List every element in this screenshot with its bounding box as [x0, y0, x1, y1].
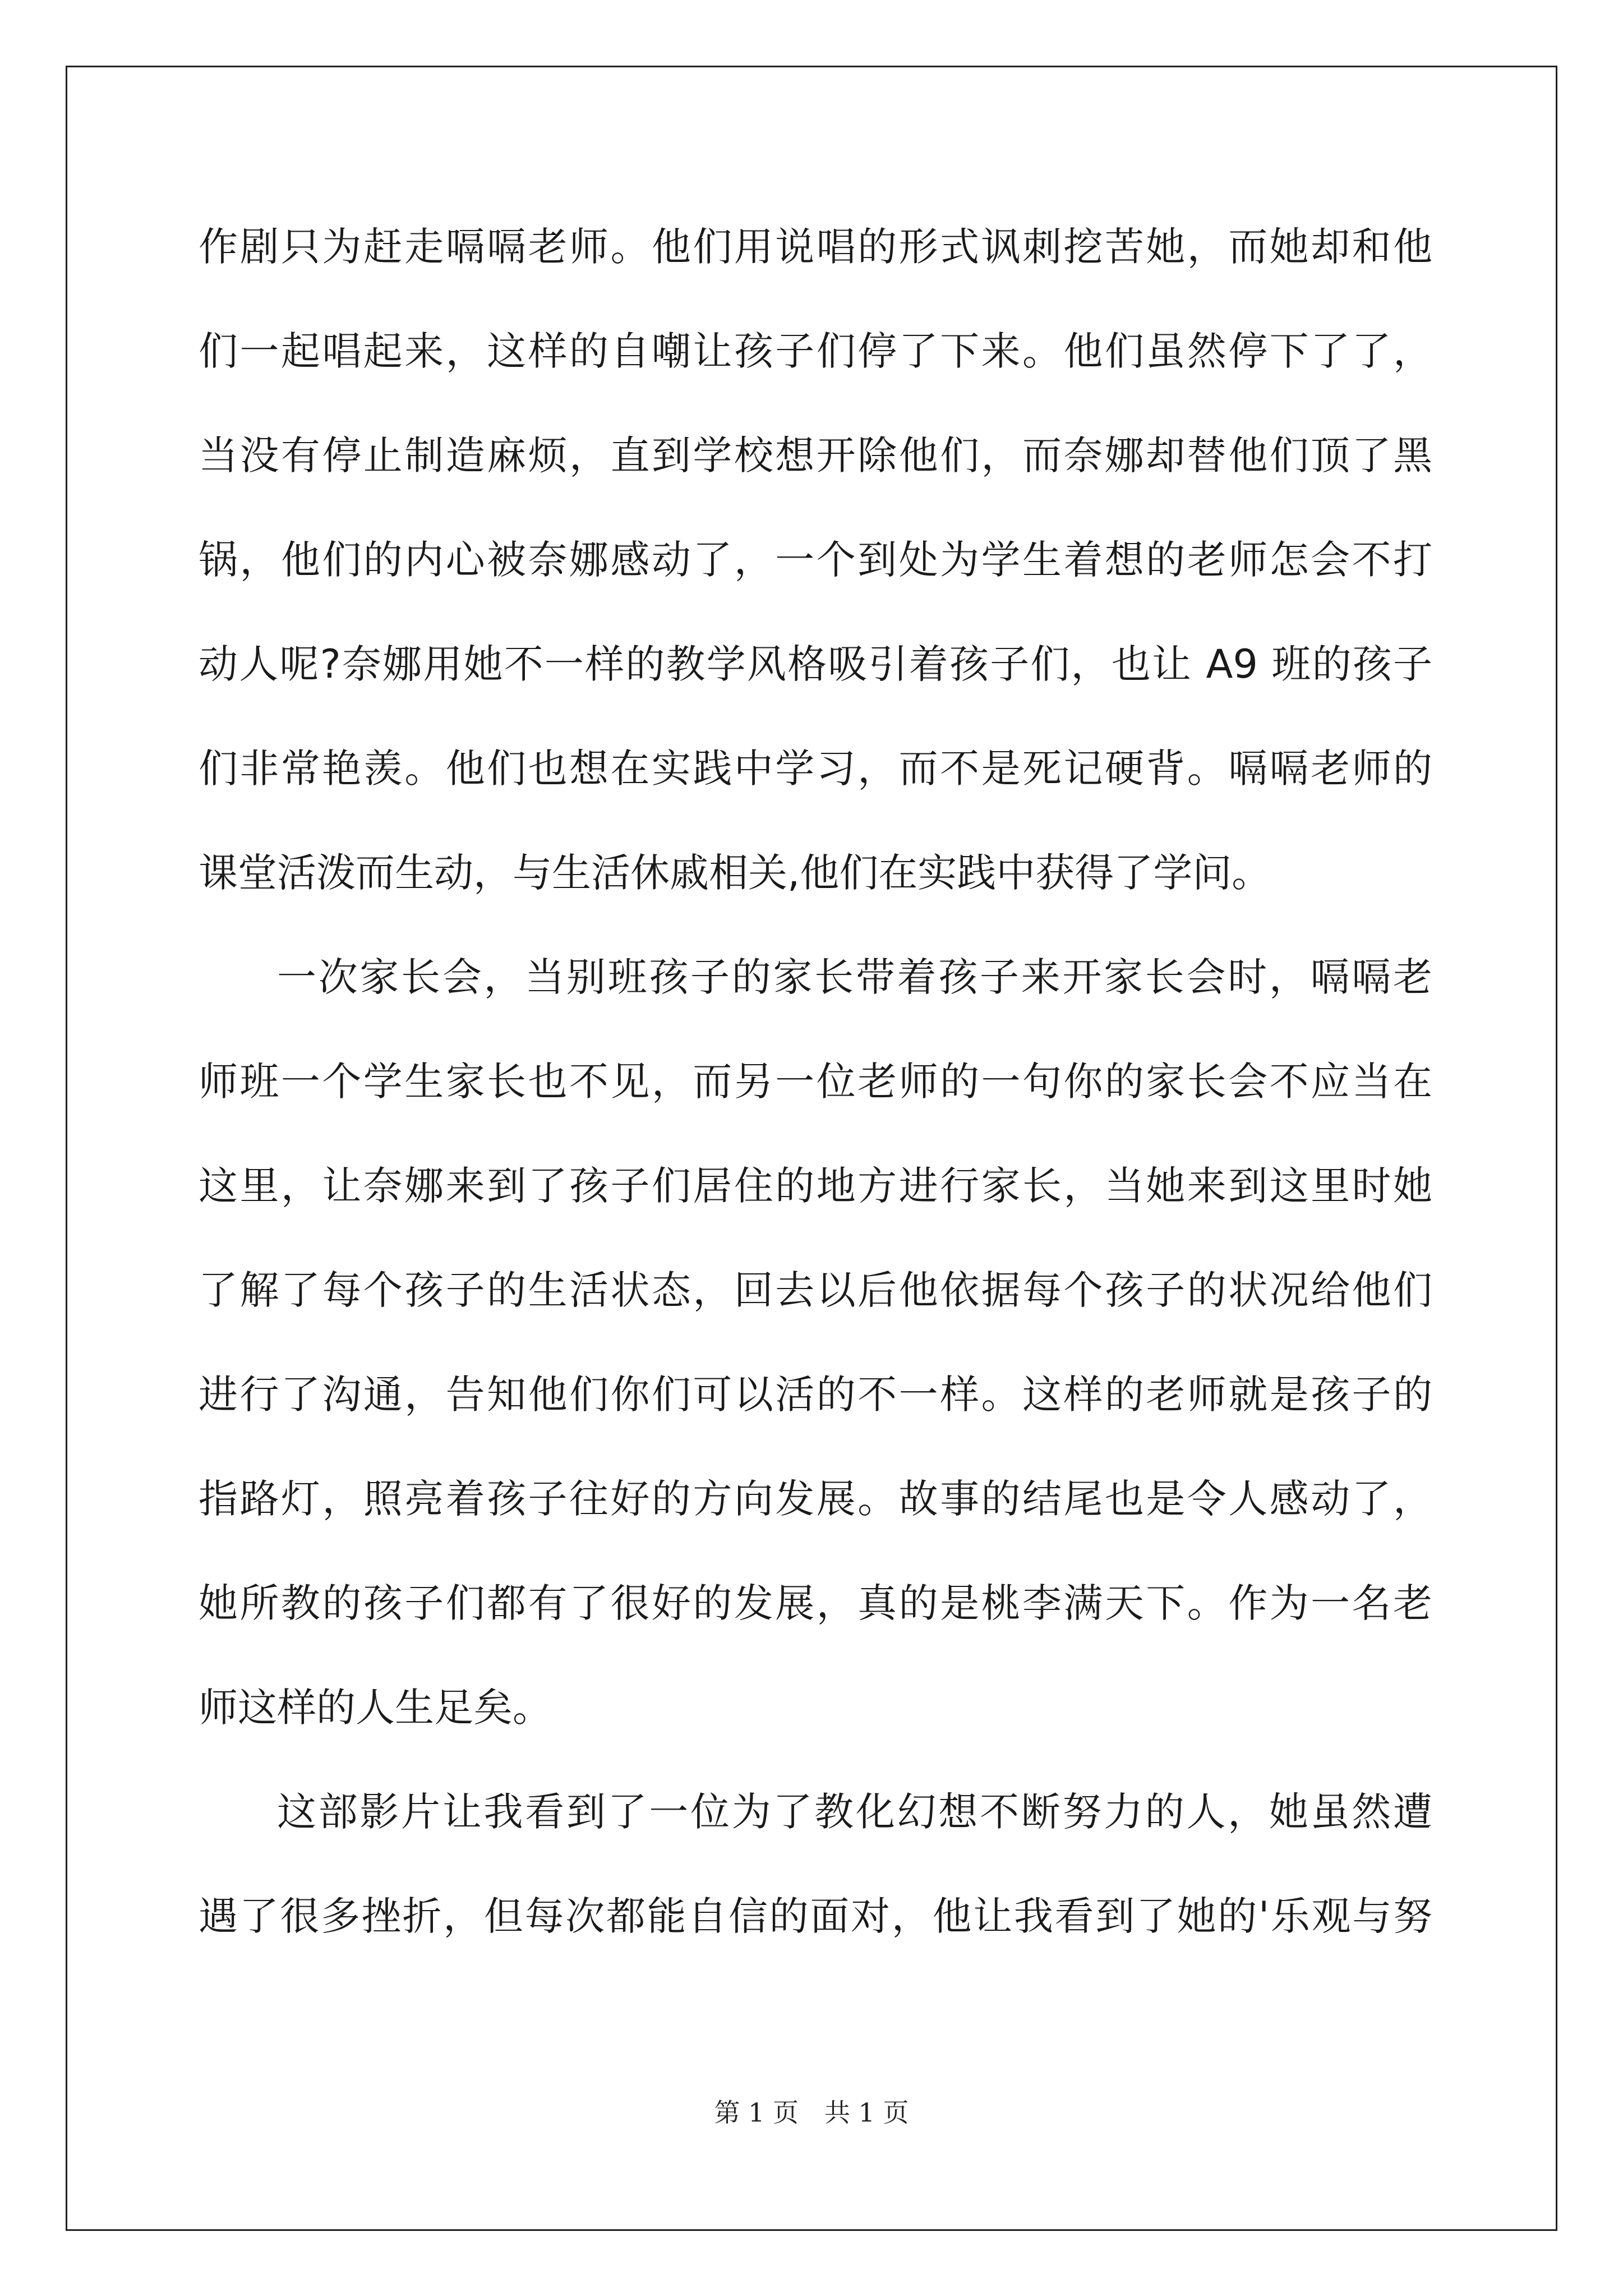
line-text: 这里，让奈娜来到了孩子们居住的地方进行家长，当她来到这里时她 — [199, 1163, 1432, 1209]
text-line — [199, 1781, 1432, 1885]
page-number-label: 第 1 页 共 1 页 — [714, 2097, 909, 2128]
line-text: 们一起唱起来，这样的自嘲让孩子们停了下来。他们虽然停下了了， — [199, 328, 1432, 374]
text-line — [199, 633, 1432, 738]
line-text: 们非常艳羡。他们也想在实践中学习，而不是死记硬背。嗝嗝老师的 — [199, 746, 1432, 792]
text-line — [199, 842, 1432, 946]
line-text: 遇了很多挫折，但每次都能自信的面对，他让我看到了她的'乐观与努 — [199, 1893, 1432, 1939]
text-line — [199, 1051, 1432, 1155]
line-text: 这部影片让我看到了一位为了教化幻想不断努力的人，她虽然遭 — [277, 1789, 1432, 1835]
text-line — [199, 425, 1432, 529]
text-line — [199, 1677, 1432, 1781]
line-text: 她所教的孩子们都有了很好的发展，真的是桃李满天下。作为一名老 — [199, 1580, 1432, 1626]
text-line — [199, 1572, 1432, 1677]
line-text: 师这样的人生足矣。 — [199, 1685, 552, 1731]
text-line — [199, 1364, 1432, 1468]
text-line — [199, 1259, 1432, 1364]
line-text: 指路灯，照亮着孩子往好的方向发展。故事的结尾也是令人感动了， — [199, 1476, 1432, 1522]
line-text: 动人呢?奈娜用她不一样的教学风格吸引着孩子们，也让 A9 班的孩子 — [199, 641, 1432, 687]
text-line — [199, 1155, 1432, 1259]
line-text: 作剧只为赶走嗝嗝老师。他们用说唱的形式讽刺挖苦她，而她却和他 — [199, 224, 1432, 270]
line-text: 当没有停止制造麻烦，直到学校想开除他们，而奈娜却替他们顶了黑 — [199, 432, 1432, 478]
line-text: 课堂活泼而生动，与生活休戚相关,他们在实践中获得了学问。 — [199, 850, 1271, 896]
text-line — [199, 946, 1432, 1051]
text-line — [199, 738, 1432, 842]
line-text: 锅，他们的内心被奈娜感动了，一个到处为学生着想的老师怎会不打 — [199, 537, 1432, 583]
line-text: 进行了沟通，告知他们你们可以活的不一样。这样的老师就是孩子的 — [199, 1372, 1432, 1418]
line-text: 了解了每个孩子的生活状态，回去以后他依据每个孩子的状况给他们 — [199, 1267, 1432, 1313]
text-line — [199, 1468, 1432, 1572]
page-footer — [0, 2092, 1623, 2129]
text-line — [199, 320, 1432, 425]
text-line — [199, 1885, 1432, 1990]
text-line — [199, 216, 1432, 320]
line-text: 一次家长会，当别班孩子的家长带着孩子来开家长会时，嗝嗝老 — [277, 954, 1432, 1000]
line-text: 师班一个学生家长也不见，而另一位老师的一句你的家长会不应当在 — [199, 1059, 1432, 1105]
document-body — [199, 216, 1432, 1990]
text-line — [199, 529, 1432, 633]
